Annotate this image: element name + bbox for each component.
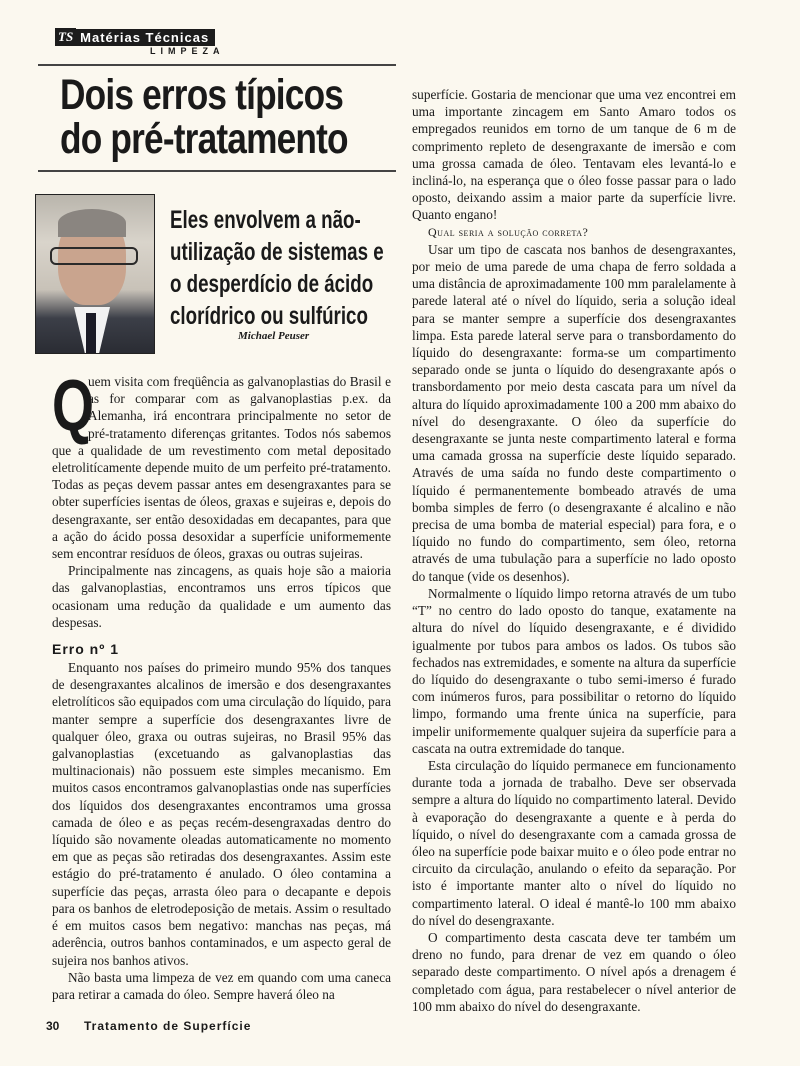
author-name: Michael Peuser xyxy=(238,330,310,342)
article-subtitle: Eles envolvem a não-utilização de sistemas e o desperdício de ácido clorídrico ou sulfúrico xyxy=(170,206,384,330)
column-right xyxy=(412,86,736,1015)
section-heading: Erro nº 1 xyxy=(52,641,120,658)
section-title: Matérias Técnicas xyxy=(74,29,215,46)
paragraph: Principalmente nas zincagens, as quais hoje são a maioria das galvanoplastias, encontramos uns erros típicos que ocasionam uma redução da qualidade e um aumento das despesas. xyxy=(52,563,391,630)
paragraph: superfície. Gostaria de mencionar que uma vez encontrei em uma importante zincagem em Santo Amaro todos os empregados reunidos em torno de um tanque de 6 m de comprimento repleto de desengraxante de imersão e com uma grossa camada de óleo. Tentavam eles levantá-lo e incliná-lo, na esperança que o óleo fosse passar para o lado oposto, deixando assim a maior parte da superfície livre. Quanto engano! xyxy=(412,87,736,223)
section-header xyxy=(55,28,215,46)
subheading: Qual seria a solução correta? xyxy=(428,224,589,239)
magazine-name: Tratamento de Superfície xyxy=(84,1019,252,1033)
subsection-label: LIMPEZA xyxy=(150,46,225,56)
page-number: 30 xyxy=(46,1019,60,1033)
paragraph: Usar um tipo de cascata nos banhos de desengraxantes, por meio de uma parede de uma chapa de ferro soldada a uma distância de aproximadamente 100 mm paralelamente à parede lateral até o nível do líquido, seria a solução ideal para se manter sempre a superfície dos desengraxantes limpa. Esta parede lateral serve para o transbordamento do líquido do desengraxante: forma-se um compartimento separado onde se junta o líquido do desengraxante após o transbordamento por meio desta cascata para um nível da altura do líquido aproximadamente 100 a 200 mm abaixo do nível do desengraxante. O óleo da superfície do desengraxante se junta neste compartimento lateral e forma uma camada grossa na superfície deste líquido separado. Através de uma saída no fundo deste compartimento o líquido é permanentemente bombeado através de uma bomba simples de ferro (o desengraxante é alcalino e não precisa de uma bomba de material especial) para fora, e o líquido no fundo do compartimento, sem óleo, retorna através de uma tubulação para a superfície no lado oposto do tanque (vide os desenhos). xyxy=(412,241,736,584)
paragraph: Esta circulação do líquido permanece em funcionamento durante toda a jornada de trabalho. Deve ser observada sempre a altura do líquido no compartimento lateral. Devido à evaporação do desengraxante a quente e à perda do líquido, o nível do desengraxante com a camada grossa de óleo na superfície pode baixar muito e o óleo pode entrar no circuito da circulação, anulando o efeito da separação. Por isto é importante manter alto o nível do líquido no compartimento lateral. O ideal é mantê-lo 100 mm abaixo do nível do desengraxante. xyxy=(412,757,736,928)
title-rule xyxy=(38,170,396,172)
paragraph: Enquanto nos países do primeiro mundo 95% dos tanques de desengraxantes alcalinos de imersão e dos desengraxantes eletrolíticos são equipados com uma circulação do líquido, para manter sempre a superfície dos desengraxantes livre de qualquer óleo, graxa ou outras sujeiras, no Brasil 95% das galvanoplastias (excetuando as galvanoplastias das multinacionais) não possuem este simples mecanismo. Em muitos casos encontramos galvanoplastias onde nas superfícies dos líquidos dos desengraxantes encontramos uma grossa camada de óleo e as peças recém-desengraxadas dentro do líquido são novamente oleadas automaticamente no momento em que as peças são retiradas dos desengraxantes. Assim este estágio do pré-tratamento é anulado. O óleo contamina a superfície das peças, arrasta óleo para o decapante e depois para os banhos de eletrodeposição de metais. Assim o resultado é em muitos casos bem negativo: manchas nas peças, má aderência, outros banhos contaminados, e um aspecto geral de sujeira nos banhos ativos. xyxy=(52,660,391,968)
column-left xyxy=(52,366,391,1003)
paragraph: uem visita com freqüência as galvanoplastias do Brasil e as for comparar com as galvanoplastias p.ex. da Alemanha, irá encontrara principalmente no setor de pré-tratamento diferenças gritantes. Todos nós sabemos que a qualidade de um revestimento com metal depositado eletrolitícamente depende muito de um perfeito pré-tratamento. Todas as peças devem passar antes em desengraxantes para se obter superfícies isentas de óleos, graxas e sujeiras e, depois do desengraxante, ser então desoxidadas em decapantes, para que a ação do ácido possa desoxidar a superfície uniformemente sem encontrar resíduos de óleos, graxas ou outras sujeiras. xyxy=(52,374,391,562)
paragraph: Normalmente o líquido limpo retorna através de um tubo “T” no centro do lado oposto do tanque, exatamente na altura do nível do líquido desengraxante, e é dividido igualmente por tubos para ambos os lados. Os tubos são fechados nas extremidades, e somente na altura da superfície do líquido do desengraxante o tubo semi-imerso é furado com inúmeros furos, para possibilitar o retorno do líquido limpo, formando uma frente única na superfície, para impelir uniformemente qualquer sujeira da superfície para a cascata na outra extremidade do tanque. xyxy=(412,585,736,756)
magazine-logo: TS xyxy=(55,28,76,46)
header-rule xyxy=(38,64,396,66)
paragraph: O compartimento desta cascata deve ter também um dreno no fundo, para drenar de vez em quando o óleo separado deste compartimento. O nível após a drenagem é completado com água, para restabelecer o nível anterior de 100 mm abaixo do nível do desengraxante. xyxy=(412,929,736,1014)
drop-cap: Q xyxy=(52,366,95,446)
paragraph: Não basta uma limpeza de vez em quando com uma caneca para retirar a camada do óleo. Sempre haverá óleo na xyxy=(52,969,391,1002)
article-title: Dois erros típicos do pré-tratamento xyxy=(60,71,348,163)
author-photo xyxy=(35,194,155,354)
